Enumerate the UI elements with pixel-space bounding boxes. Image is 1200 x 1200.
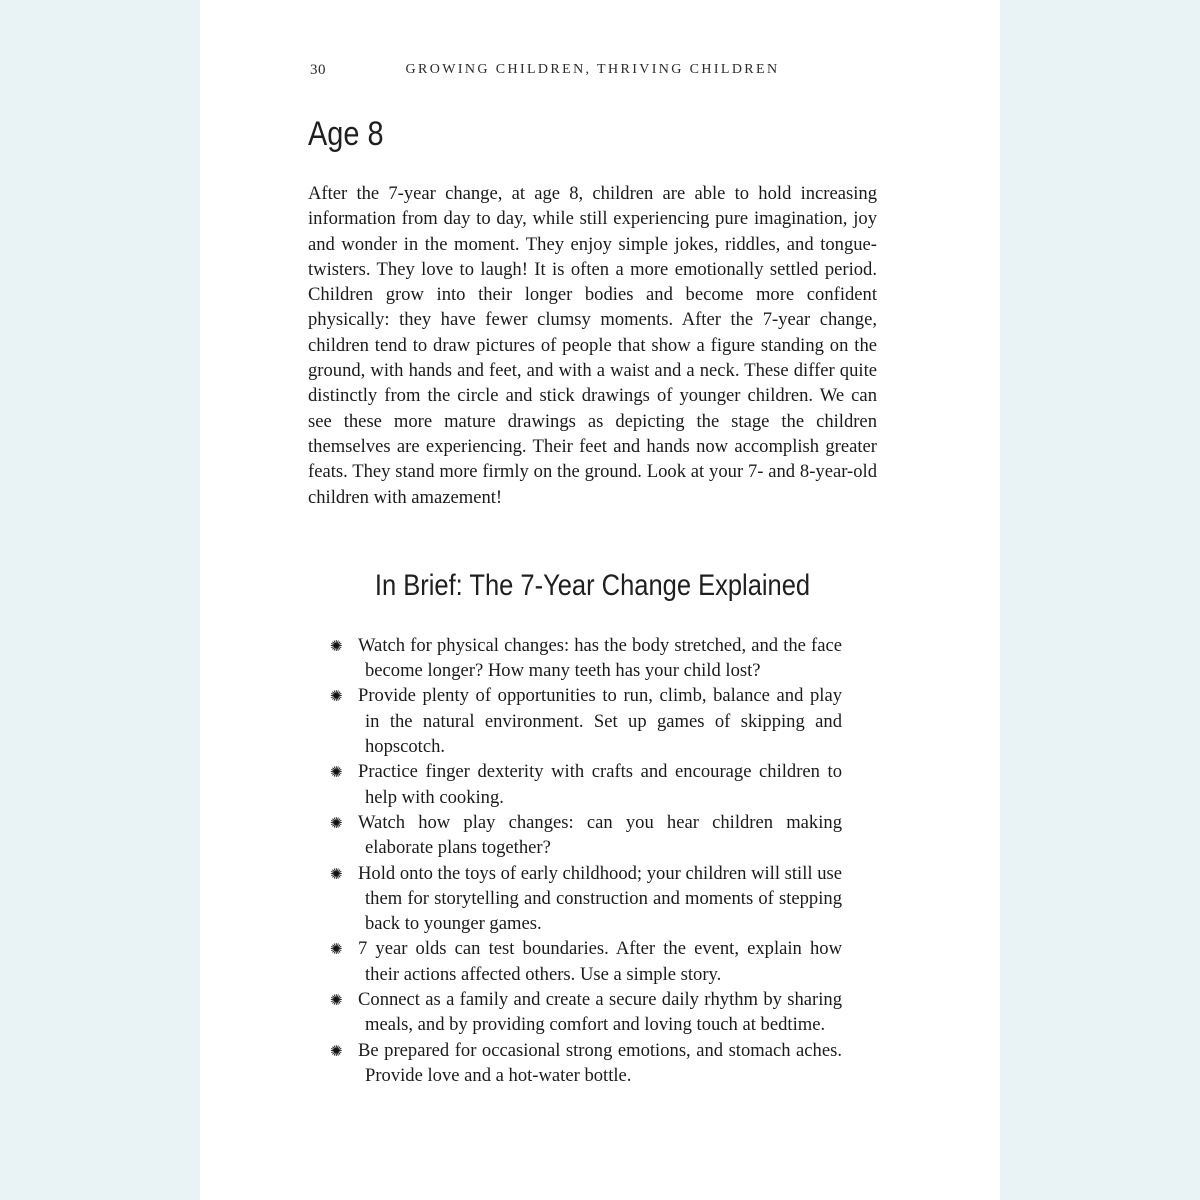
list-item bbox=[330, 633, 842, 684]
list-item bbox=[330, 759, 842, 810]
list-item-text: Watch how play changes: can you hear children making elaborate plans together? bbox=[358, 811, 842, 859]
age-heading: Age 8 bbox=[308, 115, 384, 153]
list-item-text: Hold onto the toys of early childhood; your children will still use them for storytelling and construction and moments of stepping back to younger games. bbox=[358, 862, 842, 935]
list-item-text: Watch for physical changes: has the body stretched, and the face become longer? How many teeth has your child lost? bbox=[358, 634, 842, 682]
page-number: 30 bbox=[310, 62, 326, 78]
brief-heading: In Brief: The 7-Year Change Explained bbox=[374, 568, 811, 602]
list-item-text: Connect as a family and create a secure daily rhythm by sharing meals, and by providing comfort and loving touch at bedtime. bbox=[358, 989, 842, 1036]
list-item bbox=[330, 861, 842, 937]
running-header: GROWING CHILDREN, THRIVING CHILDREN bbox=[405, 62, 780, 77]
page-header bbox=[308, 62, 877, 80]
asterisk-bullet-icon: ✺ bbox=[330, 815, 343, 832]
brief-list bbox=[308, 633, 877, 1088]
list-item bbox=[330, 1038, 842, 1089]
list-item-text: 7 year olds can test boundaries. After the event, explain how their actions affected others. Use a simple story. bbox=[358, 938, 842, 985]
asterisk-bullet-icon: ✺ bbox=[330, 689, 343, 706]
body-paragraph: After the 7-year change, at age 8, children are able to hold increasing information from day to day, while still experiencing pure imagination, joy and wonder in the moment. They enjoy simple jokes, riddles, and tongue-twisters. They love to laugh! It is often a more emotionally settled period. Children grow into their longer bodies and become more confident physically: they have fewer clumsy moments. After the 7-year change, children tend to draw pictures of people that show a figure standing on the ground, with hands and feet, and with a waist and a neck. These differ quite distinctly from the circle and stick drawings of younger children. We can see these more mature drawings as depicting the stage the children themselves are experiencing. Their feet and hands now accomplish greater feats. They stand more firmly on the ground. Look at your 7- and 8-year-old children with amazement! bbox=[308, 183, 877, 508]
asterisk-bullet-icon: ✺ bbox=[330, 993, 343, 1010]
list-item bbox=[330, 810, 842, 861]
asterisk-bullet-icon: ✺ bbox=[330, 942, 343, 959]
asterisk-bullet-icon: ✺ bbox=[330, 765, 343, 782]
asterisk-bullet-icon: ✺ bbox=[330, 638, 343, 655]
list-item-text: Provide plenty of opportunities to run, climb, balance and play in the natural environment. Set up games of skipping and hopscotch. bbox=[358, 685, 842, 758]
list-item-text: Be prepared for occasional strong emotions, and stomach aches. Provide love and a hot-water bottle. bbox=[358, 1039, 842, 1086]
asterisk-bullet-icon: ✺ bbox=[330, 1043, 343, 1060]
list-item bbox=[330, 683, 842, 759]
list-item-text: Practice finger dexterity with crafts and encourage children to help with cooking. bbox=[358, 761, 842, 808]
asterisk-bullet-icon: ✺ bbox=[330, 866, 343, 883]
list-item bbox=[330, 936, 842, 987]
list-item bbox=[330, 987, 842, 1038]
book-page bbox=[200, 0, 1000, 1200]
